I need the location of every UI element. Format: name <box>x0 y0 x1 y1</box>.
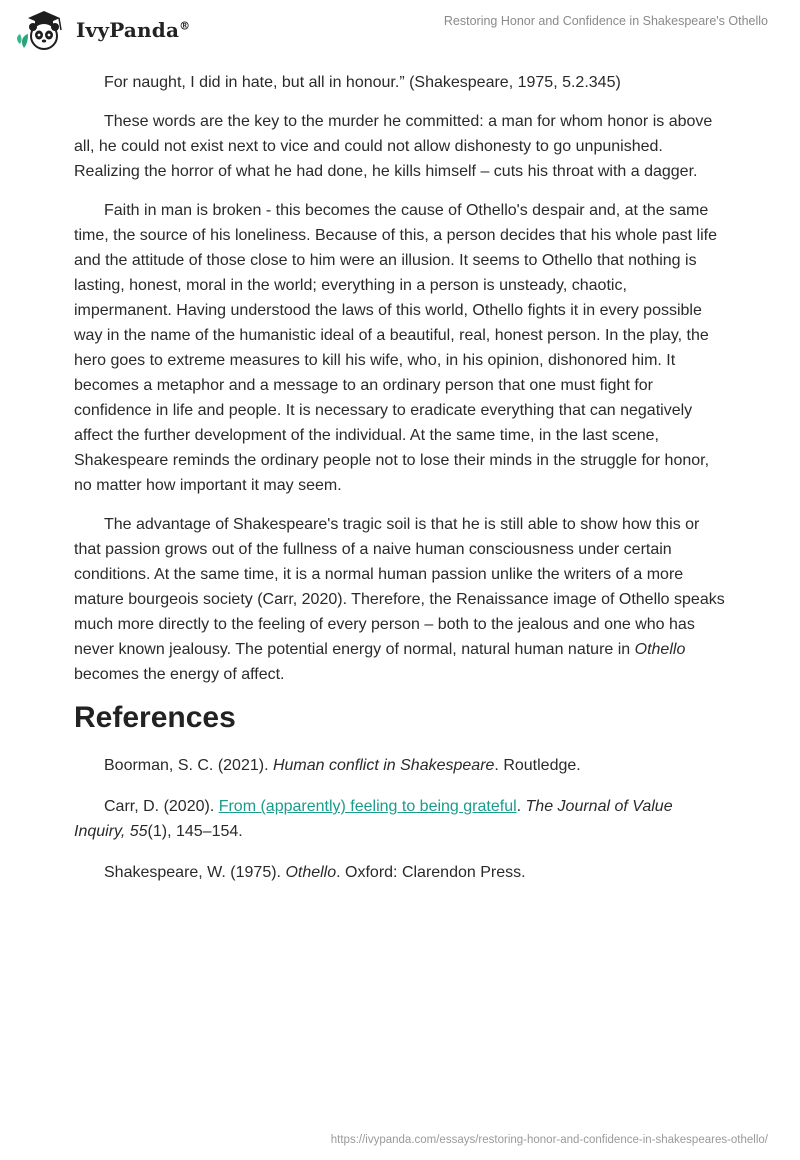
brand-name: IvyPanda® <box>76 18 191 42</box>
ivypanda-logo[interactable] <box>14 8 190 52</box>
reference-carr: Carr, D. (2020). From (apparently) feeling to being grateful. The Journal of Value Inquiry, 55(1), 145–154. <box>74 798 673 840</box>
paragraph-quote-citation: For naught, I did in hate, but all in honour.” (Shakespeare, 1975, 5.2.345) <box>104 74 621 91</box>
reference-shakespeare: Shakespeare, W. (1975). Othello. Oxford: Clarendon Press. <box>104 864 526 881</box>
reference-link-carr[interactable]: From (apparently) feeling to being grateful <box>218 798 517 815</box>
reference-boorman: Boorman, S. C. (2021). Human conflict in Shakespeare. Routledge. <box>104 757 581 774</box>
essay-body <box>74 70 726 901</box>
page-url: https://ivypanda.com/essays/restoring-honor-and-confidence-in-shakespeares-othello/ <box>330 1134 768 1146</box>
references-heading: References <box>74 701 236 734</box>
panda-graduate-icon <box>14 8 70 52</box>
paragraph-2: These words are the key to the murder he committed: a man for whom honor is above all, he could not exist next to vice and could not allow dishonesty to go unpunished. Realizing the horror of what he had done, he kills himself – cuts his throat with a dagger. <box>74 113 713 180</box>
page-header <box>0 0 800 64</box>
paragraph-4: The advantage of Shakespeare's tragic soil is that he is still able to show how this or that passion grows out of the fullness of a naive human consciousness under certain conditions. At the same time, it is a normal human passion unlike the writers of a more mature bourgeois society (Carr, 2020). Therefore, the Renaissance image of Othello speaks much more directly to the feeling of every person – both to the jealous and one who has never known jealousy. The potential energy of normal, natural human nature in Othello becomes the energy of affect. <box>74 516 725 683</box>
paragraph-3: Faith in man is broken - this becomes the cause of Othello's despair and, at the same time, the source of his loneliness. Because of this, a person decides that his whole past life and the attitude of those close to him were an illusion. It seems to Othello that nothing is lasting, honest, moral in the world; everything in a person is unsteady, chaotic, impermanent. Having understood the laws of this world, Othello fights it in every possible way in the name of the humanistic ideal of a beautiful, real, honest person. In the play, the hero goes to extreme measures to kill his wife, who, in his opinion, dishonored him. It becomes a metaphor and a message to an ordinary person that one must fight for confidence in life and people. It is necessary to eradicate everything that can negatively affect the further development of the individual. At the same time, in the last scene, Shakespeare reminds the ordinary people not to lose their minds in the struggle for honor, no matter how important it may seem. <box>74 202 718 494</box>
document-title: Restoring Honor and Confidence in Shakespeare's Othello <box>443 14 768 28</box>
